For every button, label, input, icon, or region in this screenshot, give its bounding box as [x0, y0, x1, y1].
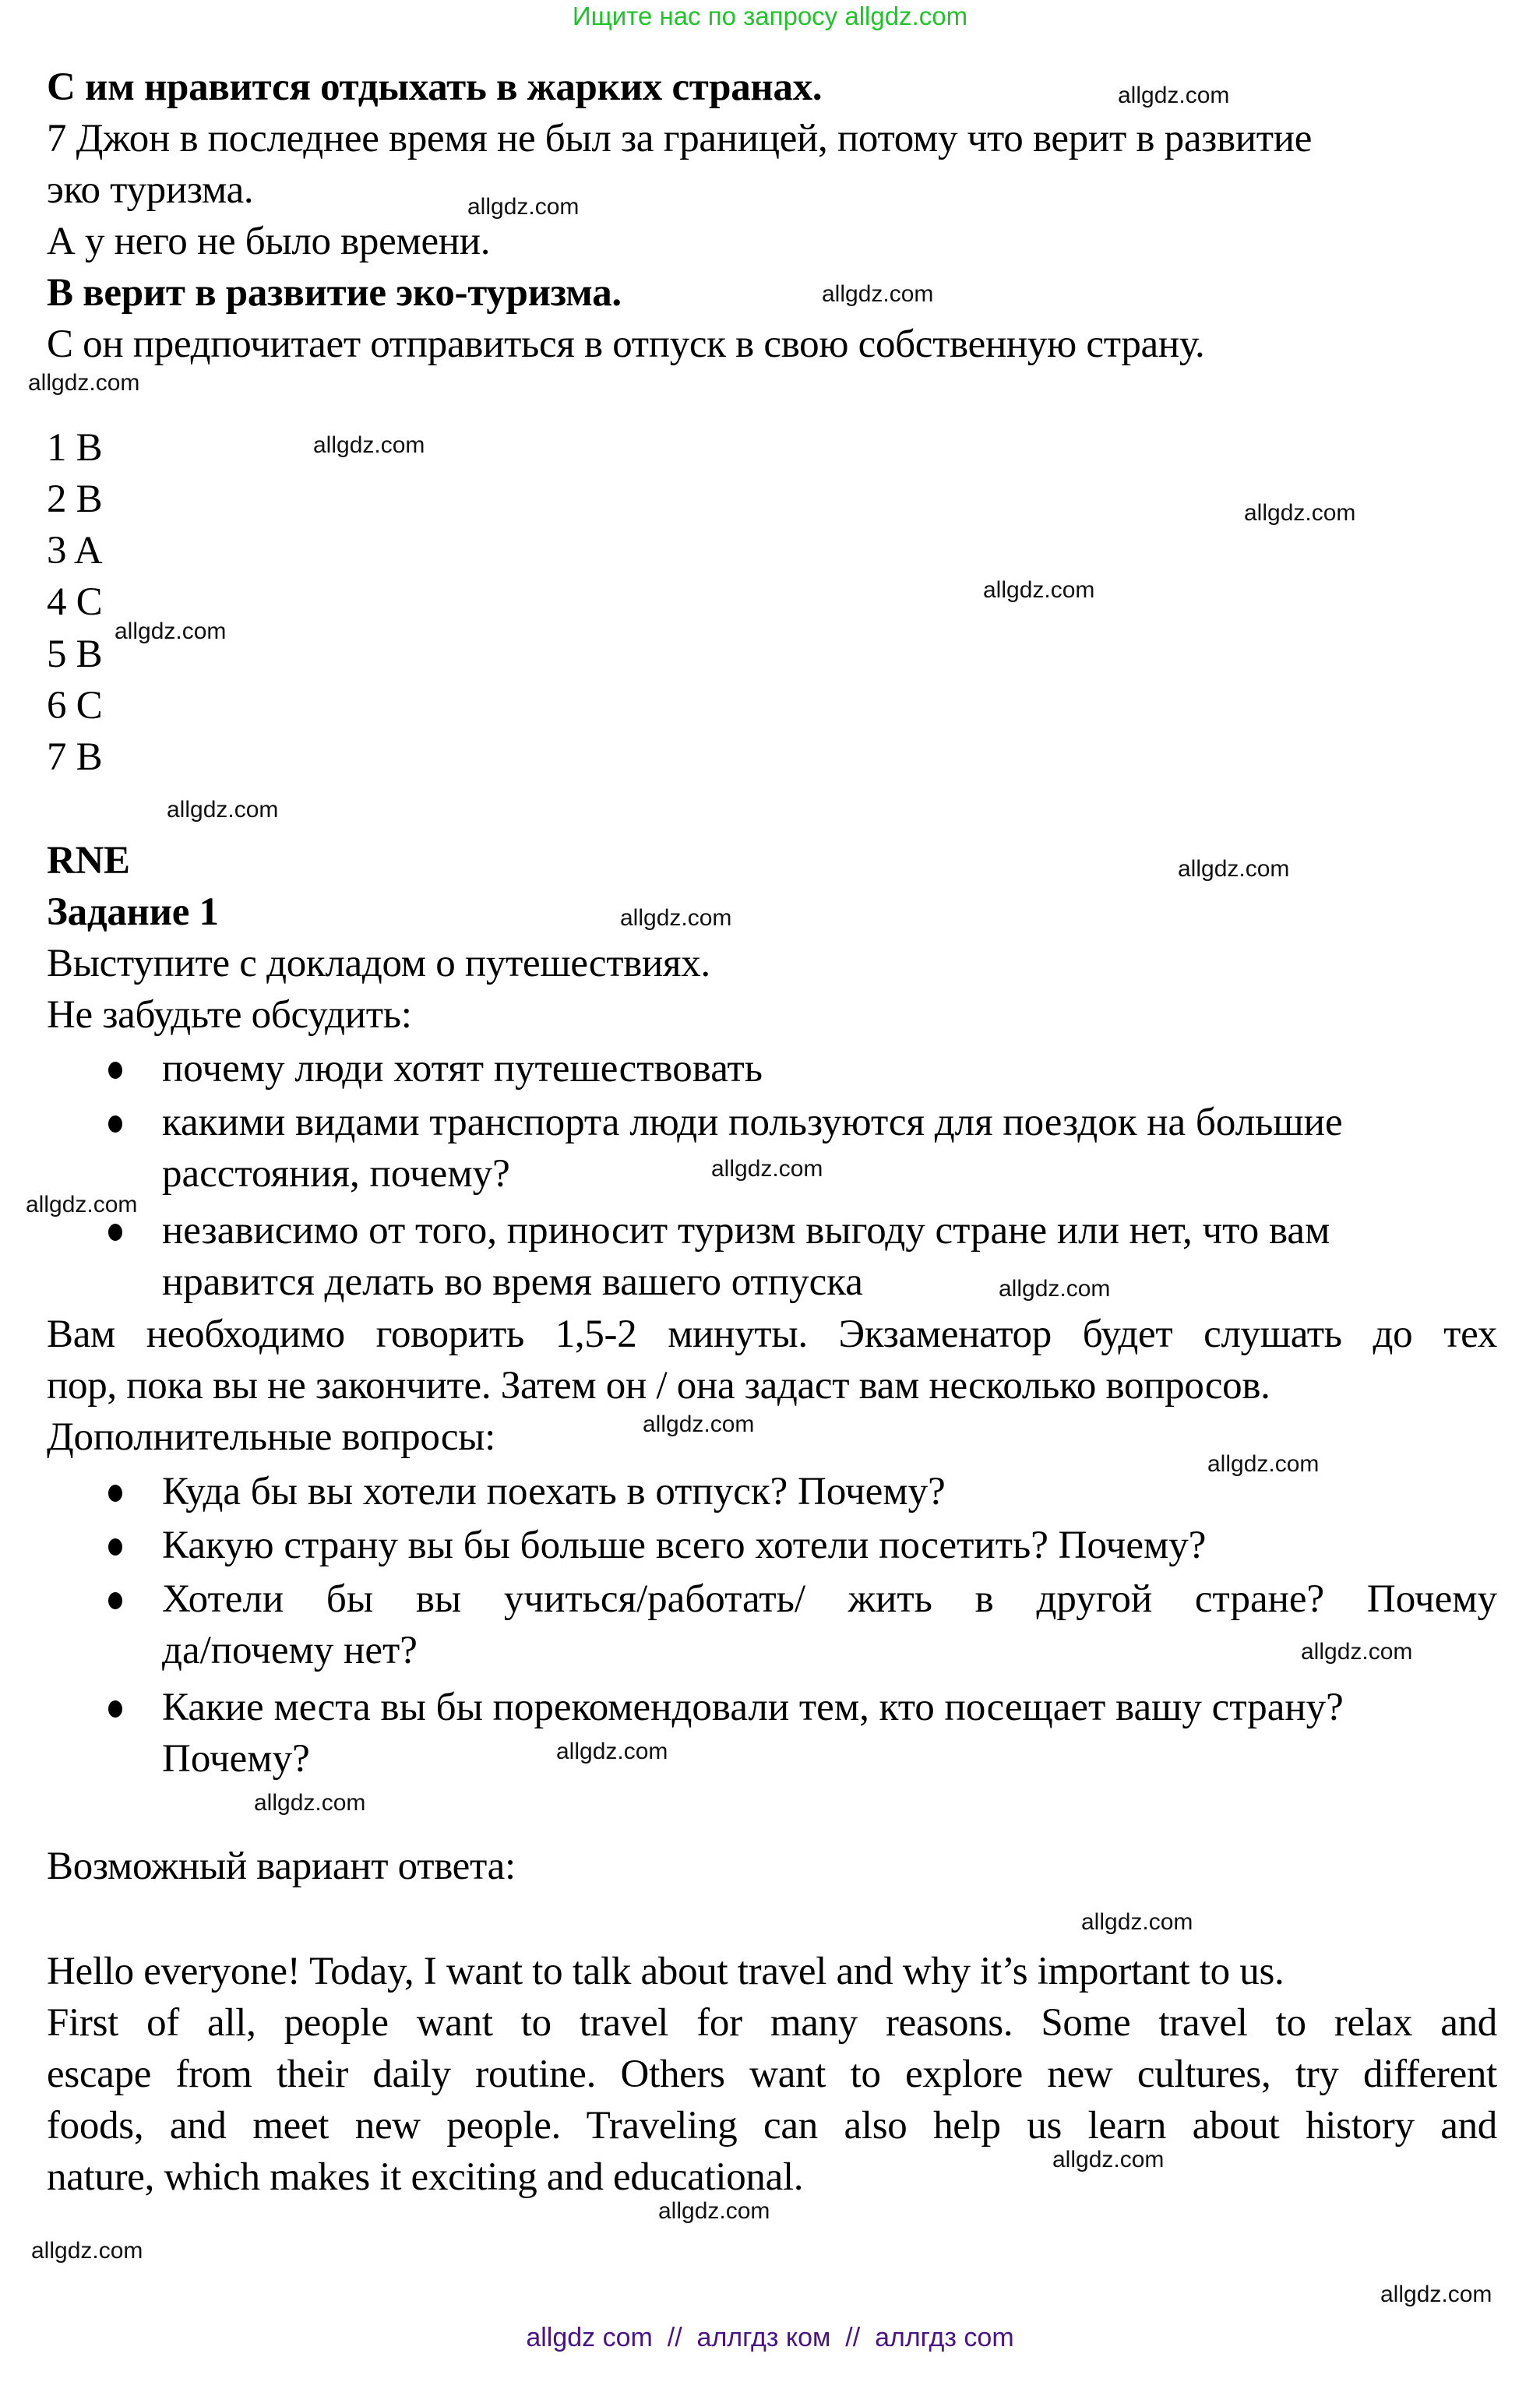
task-instruction: Выступите с докладом о путешествиях. — [47, 942, 710, 985]
watermark: allgdz.com — [28, 370, 140, 396]
watermark: allgdz.com — [313, 432, 425, 458]
watermark: allgdz.com — [467, 194, 580, 220]
watermark: allgdz.com — [556, 1739, 668, 1764]
watermark: allgdz.com — [983, 577, 1095, 603]
watermark: allgdz.com — [711, 1156, 823, 1182]
discuss-point-cont: расстояния, почему? — [162, 1152, 510, 1196]
extra-question: Куда бы вы хотели поехать в отпуск? Почему? — [162, 1470, 946, 1513]
bullet-icon — [108, 1592, 122, 1609]
task-title: Задание 1 — [47, 890, 219, 934]
watermark: allgdz.com — [254, 1790, 366, 1816]
timing-text: Вам необходимо говорить 1,5-2 минуты. Экзаменатор будет слушать до тех — [47, 1313, 1497, 1356]
extra-question: Какую страну вы бы больше всего хотели посетить? Почему? — [162, 1524, 1207, 1567]
footer-site-links: allgdz com // аллгдз ком // аллгдз com — [526, 2323, 1014, 2352]
watermark: allgdz.com — [620, 905, 732, 931]
watermark: allgdz.com — [1244, 500, 1356, 526]
bullet-icon — [108, 1538, 122, 1556]
watermark: allgdz.com — [822, 281, 934, 307]
discuss-point: какими видами транспорта люди пользуются для поездок на большие — [162, 1101, 1343, 1144]
bullet-icon — [108, 1485, 122, 1502]
answer-key-item: 4 C — [47, 580, 103, 624]
answer-key-item: 5 B — [47, 632, 103, 676]
answer-key-item: 2 B — [47, 477, 103, 521]
discuss-label: Не забудьте обсудить: — [47, 993, 412, 1037]
answer-line-bold: С им нравится отдыхать в жарких странах. — [47, 65, 823, 109]
discuss-point-cont: нравится делать во время вашего отпуска — [162, 1260, 863, 1304]
answer-line-bold: В верит в развитие эко-туризма. — [47, 271, 622, 315]
answer-label: Возможный вариант ответа: — [47, 1845, 516, 1888]
answer-line: эко туризма. — [47, 168, 254, 212]
watermark: allgdz.com — [1178, 856, 1290, 882]
watermark: allgdz.com — [658, 2198, 770, 2224]
bullet-icon — [108, 1700, 122, 1718]
bullet-icon — [108, 1224, 122, 1241]
extra-question: Какие места вы бы порекомендовали тем, кто посещает вашу страну? — [162, 1686, 1344, 1729]
sample-answer-line: nature, which makes it exciting and educational. — [47, 2155, 804, 2199]
answer-line: С он предпочитает отправиться в отпуск в свою собственную страну. — [47, 322, 1205, 366]
watermark: allgdz.com — [115, 618, 227, 644]
answer-key-item: 7 B — [47, 735, 103, 779]
watermark: allgdz.com — [1380, 2282, 1492, 2307]
answer-key-item: 3 A — [47, 529, 103, 573]
sample-answer-line: foods, and meet new people. Traveling can also help us learn about history and — [47, 2104, 1497, 2148]
timing-text: пор, пока вы не закончите. Затем он / она задаст вам несколько вопросов. — [47, 1364, 1270, 1408]
watermark: allgdz.com — [26, 1192, 138, 1217]
answer-line: А у него не было времени. — [47, 220, 491, 263]
extra-question: Хотели бы вы учиться/работать/ жить в другой стране? Почему — [162, 1577, 1497, 1621]
watermark: allgdz.com — [1081, 1909, 1193, 1935]
sample-answer-line: escape from their daily routine. Others want to explore new cultures, try different — [47, 2053, 1497, 2096]
watermark: allgdz.com — [31, 2238, 143, 2264]
watermark: allgdz.com — [999, 1276, 1111, 1302]
watermark: allgdz.com — [1301, 1639, 1413, 1665]
watermark: allgdz.com — [1118, 83, 1230, 108]
answer-line: 7 Джон в последнее время не был за границей, потому что верит в развитие — [47, 117, 1313, 160]
answer-key-item: 6 C — [47, 684, 103, 728]
search-hint-header: Ищите нас по запросу allgdz.com — [572, 2, 968, 30]
extra-questions-label: Дополнительные вопросы: — [47, 1415, 495, 1459]
extra-question-cont: Почему? — [162, 1737, 310, 1781]
discuss-point: почему люди хотят путешествовать — [162, 1047, 763, 1091]
discuss-point: независимо от того, приносит туризм выгоду стране или нет, что вам — [162, 1209, 1330, 1253]
sample-answer-line: First of all, people want to travel for many reasons. Some travel to relax and — [47, 2001, 1497, 2045]
answer-key-item: 1 B — [47, 426, 103, 470]
watermark: allgdz.com — [1052, 2147, 1165, 2172]
watermark: allgdz.com — [643, 1411, 755, 1437]
watermark: allgdz.com — [1207, 1451, 1320, 1477]
extra-question-cont: да/почему нет? — [162, 1629, 418, 1672]
sample-answer-line: Hello everyone! Today, I want to talk about travel and why it’s important to us. — [47, 1950, 1285, 1993]
bullet-icon — [108, 1115, 122, 1133]
bullet-icon — [108, 1062, 122, 1079]
section-heading: RNE — [47, 839, 130, 883]
watermark: allgdz.com — [167, 797, 279, 823]
